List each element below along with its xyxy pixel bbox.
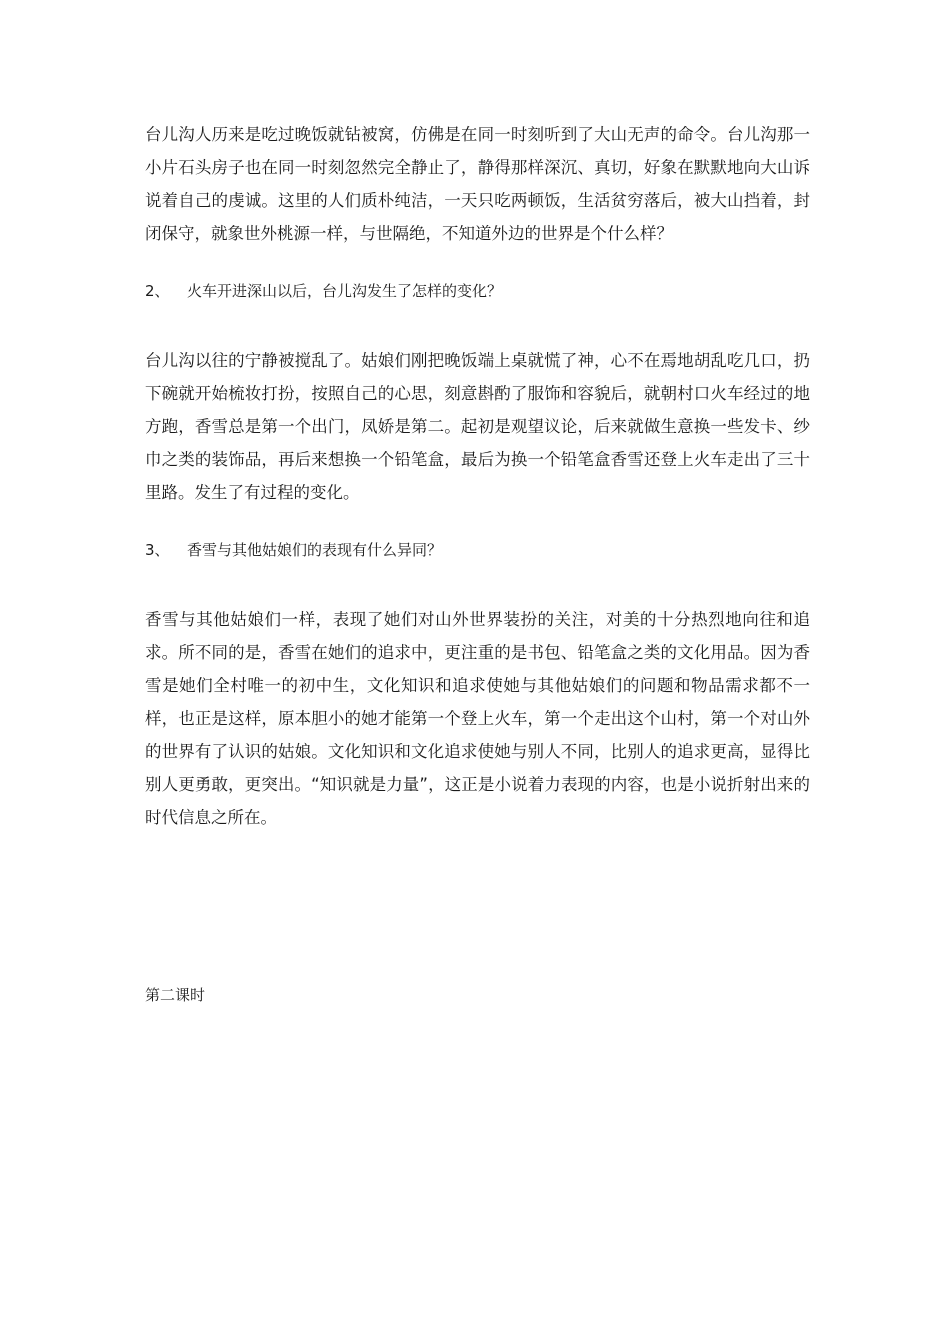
answer-2: 台儿沟以往的宁静被搅乱了。姑娘们刚把晚饭端上桌就慌了神，心不在焉地胡乱吃几口，扔下碗就开始梳妆打扮，按照自己的心思，刻意斟酌了服饰和容貌后，就朝村口火车经过的地方跑，香雪总是第一个出门，凤娇是第二。起初是观望议论，后来就做生意换一些发卡、纱巾之类的装饰品，再后来想换一个铅笔盒，最后为换一个铅笔盒香雪还登上火车走出了三十里路。发生了有过程的变化。 <box>145 351 810 502</box>
document-page <box>145 118 810 1008</box>
question-2 <box>145 278 810 304</box>
question-2-number: 2、 <box>145 282 170 300</box>
paragraph-1: 台儿沟人历来是吃过晚饭就钻被窝，仿佛是在同一时刻听到了大山无声的命令。台儿沟那一小片石头房子也在同一时刻忽然完全静止了，静得那样深沉、真切，好象在默默地向大山诉说着自己的虔诚。这里的人们质朴纯洁，一天只吃两顿饭，生活贫穷落后，被大山挡着，封闭保守，就象世外桃源一样，与世隔绝，不知道外边的世界是个什么样？ <box>145 125 810 243</box>
section-heading: 第二课时 <box>145 986 206 1004</box>
question-3-number: 3、 <box>145 541 170 559</box>
answer-3: 香雪与其他姑娘们一样，表现了她们对山外世界装扮的关注，对美的十分热烈地向往和追求。所不同的是，香雪在她们的追求中，更注重的是书包、铅笔盒之类的文化用品。因为香雪是她们全村唯一的初中生，文化知识和追求使她与其他姑娘们的问题和物品需求都不一样，也正是这样，原本胆小的她才能第一个登上火车，第一个走出这个山村，第一个对山外的世界有了认识的姑娘。文化知识和文化追求使她与别人不同，比别人的追求更高，显得比别人更勇敢，更突出。“知识就是力量”，这正是小说着力表现的内容，也是小说折射出来的时代信息之所在。 <box>145 610 810 827</box>
question-3-text: 香雪与其他姑娘们的表现有什么异同？ <box>187 541 443 559</box>
question-3 <box>145 537 810 563</box>
question-2-text: 火车开进深山以后，台儿沟发生了怎样的变化？ <box>187 282 503 300</box>
